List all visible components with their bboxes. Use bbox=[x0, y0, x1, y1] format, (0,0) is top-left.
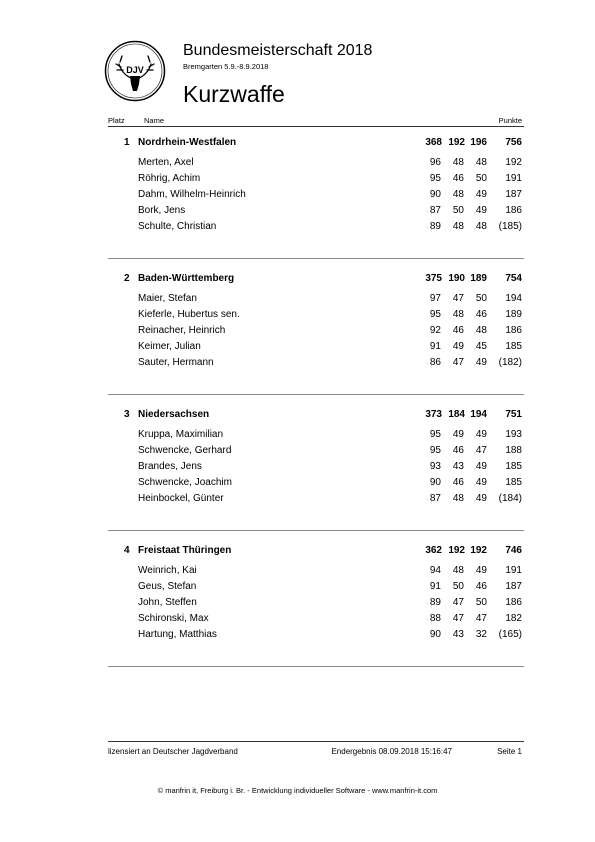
member-row bbox=[108, 493, 524, 507]
footer-divider bbox=[108, 741, 524, 742]
member-total: 191 bbox=[505, 173, 522, 184]
member-name: Weinrich, Kai bbox=[138, 565, 197, 576]
member-name: Kruppa, Maximilian bbox=[138, 429, 224, 440]
column-header-points: Punkte bbox=[498, 116, 522, 125]
member-series-2: 47 bbox=[452, 613, 464, 624]
member-total: (185) bbox=[498, 221, 522, 232]
member-name: Kieferle, Hubertus sen. bbox=[138, 309, 240, 320]
team-series-1: 362 bbox=[425, 545, 442, 556]
member-name: Dahm, Wilhelm-Heinrich bbox=[138, 189, 246, 200]
team-series-2: 192 bbox=[448, 137, 465, 148]
member-series-1: 90 bbox=[429, 629, 441, 640]
team-place: 4 bbox=[124, 545, 130, 556]
member-series-1: 97 bbox=[429, 293, 441, 304]
member-name: Schwencke, Joachim bbox=[138, 477, 232, 488]
member-series-2: 48 bbox=[452, 189, 464, 200]
member-series-2: 48 bbox=[452, 157, 464, 168]
member-series-1: 91 bbox=[429, 581, 441, 592]
member-series-1: 95 bbox=[429, 309, 441, 320]
team-series-1: 375 bbox=[425, 273, 442, 284]
member-series-1: 92 bbox=[429, 325, 441, 336]
member-series-3: 46 bbox=[475, 309, 487, 320]
member-total: 192 bbox=[505, 157, 522, 168]
member-series-2: 48 bbox=[452, 565, 464, 576]
member-series-1: 94 bbox=[429, 565, 441, 576]
member-series-2: 43 bbox=[452, 461, 464, 472]
member-row bbox=[108, 357, 524, 371]
member-series-3: 49 bbox=[475, 493, 487, 504]
member-name: Hartung, Matthias bbox=[138, 629, 217, 640]
member-name: Schulte, Christian bbox=[138, 221, 217, 232]
member-row bbox=[108, 325, 524, 339]
member-series-1: 96 bbox=[429, 157, 441, 168]
stag-head bbox=[130, 76, 140, 91]
member-series-3: 49 bbox=[475, 189, 487, 200]
member-row bbox=[108, 205, 524, 219]
team-series-2: 190 bbox=[448, 273, 465, 284]
member-series-3: 48 bbox=[475, 221, 487, 232]
member-name: Brandes, Jens bbox=[138, 461, 202, 472]
member-series-1: 89 bbox=[429, 221, 441, 232]
team-block bbox=[108, 409, 524, 545]
djv-logo bbox=[104, 40, 166, 102]
team-row bbox=[108, 273, 524, 287]
member-total: 188 bbox=[505, 445, 522, 456]
member-row bbox=[108, 477, 524, 491]
copyright-line: © manfrin it, Freiburg i. Br. - Entwicklung individueller Software - www.manfrin-it.com bbox=[157, 786, 438, 795]
team-row bbox=[108, 409, 524, 423]
member-series-2: 43 bbox=[452, 629, 464, 640]
member-series-1: 95 bbox=[429, 173, 441, 184]
member-total: 186 bbox=[505, 205, 522, 216]
member-row bbox=[108, 629, 524, 643]
member-series-1: 95 bbox=[429, 445, 441, 456]
result-timestamp: Endergebnis 08.09.2018 15:16:47 bbox=[331, 747, 452, 756]
member-total: 194 bbox=[505, 293, 522, 304]
member-series-3: 50 bbox=[475, 293, 487, 304]
member-total: 187 bbox=[505, 189, 522, 200]
member-name: Maier, Stefan bbox=[138, 293, 197, 304]
member-name: John, Steffen bbox=[138, 597, 197, 608]
team-block bbox=[108, 545, 524, 681]
member-series-2: 48 bbox=[452, 221, 464, 232]
member-series-3: 48 bbox=[475, 157, 487, 168]
member-row bbox=[108, 341, 524, 355]
member-row bbox=[108, 429, 524, 443]
member-row bbox=[108, 157, 524, 171]
member-total: 182 bbox=[505, 613, 522, 624]
member-name: Sauter, Hermann bbox=[138, 357, 214, 368]
member-row bbox=[108, 173, 524, 187]
page-number: Seite 1 bbox=[497, 747, 522, 756]
member-total: 191 bbox=[505, 565, 522, 576]
member-total: 185 bbox=[505, 477, 522, 488]
team-name: Freistaat Thüringen bbox=[138, 545, 232, 556]
member-series-2: 48 bbox=[452, 493, 464, 504]
member-name: Röhrig, Achim bbox=[138, 173, 201, 184]
header-divider bbox=[108, 126, 524, 127]
member-series-2: 50 bbox=[452, 581, 464, 592]
license-text: lizensiert an Deutscher Jagdverband bbox=[108, 747, 238, 756]
team-series-3: 189 bbox=[470, 273, 487, 284]
team-name: Nordrhein-Westfalen bbox=[138, 137, 237, 148]
member-name: Schironski, Max bbox=[138, 613, 209, 624]
member-series-3: 49 bbox=[475, 429, 487, 440]
member-series-2: 49 bbox=[452, 341, 464, 352]
discipline-title: Kurzwaffe bbox=[183, 81, 285, 107]
member-series-3: 50 bbox=[475, 173, 487, 184]
member-total: 186 bbox=[505, 597, 522, 608]
member-series-2: 46 bbox=[452, 325, 464, 336]
member-row bbox=[108, 309, 524, 323]
member-series-1: 88 bbox=[429, 613, 441, 624]
member-series-1: 87 bbox=[429, 493, 441, 504]
member-series-2: 47 bbox=[452, 357, 464, 368]
member-series-3: 32 bbox=[475, 629, 487, 640]
member-name: Schwencke, Gerhard bbox=[138, 445, 232, 456]
member-series-2: 48 bbox=[452, 309, 464, 320]
team-place: 2 bbox=[124, 273, 130, 284]
team-row bbox=[108, 137, 524, 151]
member-series-3: 49 bbox=[475, 357, 487, 368]
member-series-3: 46 bbox=[475, 581, 487, 592]
member-series-2: 49 bbox=[452, 429, 464, 440]
member-row bbox=[108, 581, 524, 595]
member-row bbox=[108, 293, 524, 307]
member-total: (182) bbox=[498, 357, 522, 368]
team-series-2: 184 bbox=[448, 409, 465, 420]
team-block bbox=[108, 273, 524, 409]
member-series-1: 91 bbox=[429, 341, 441, 352]
team-total: 751 bbox=[505, 409, 522, 420]
event-location-dates: Bremgarten 5.9.-8.9.2018 bbox=[183, 62, 269, 71]
team-divider bbox=[108, 530, 524, 531]
member-series-2: 46 bbox=[452, 173, 464, 184]
member-series-1: 93 bbox=[429, 461, 441, 472]
team-row bbox=[108, 545, 524, 559]
team-total: 746 bbox=[505, 545, 522, 556]
member-name: Bork, Jens bbox=[138, 205, 186, 216]
member-name: Reinacher, Heinrich bbox=[138, 325, 226, 336]
member-total: 189 bbox=[505, 309, 522, 320]
team-name: Niedersachsen bbox=[138, 409, 210, 420]
member-name: Merten, Axel bbox=[138, 157, 194, 168]
member-total: (184) bbox=[498, 493, 522, 504]
team-series-1: 368 bbox=[425, 137, 442, 148]
member-series-3: 49 bbox=[475, 477, 487, 488]
member-series-1: 86 bbox=[429, 357, 441, 368]
event-title: Bundesmeisterschaft 2018 bbox=[183, 42, 373, 59]
team-total: 756 bbox=[505, 137, 522, 148]
member-series-1: 90 bbox=[429, 477, 441, 488]
member-name: Geus, Stefan bbox=[138, 581, 197, 592]
team-total: 754 bbox=[505, 273, 522, 284]
member-row bbox=[108, 221, 524, 235]
team-series-3: 196 bbox=[470, 137, 487, 148]
member-row bbox=[108, 189, 524, 203]
member-total: 193 bbox=[505, 429, 522, 440]
member-total: 186 bbox=[505, 325, 522, 336]
logo-text: DJV bbox=[126, 65, 144, 75]
member-series-3: 49 bbox=[475, 565, 487, 576]
member-series-3: 47 bbox=[475, 613, 487, 624]
member-series-1: 87 bbox=[429, 205, 441, 216]
member-total: (165) bbox=[498, 629, 522, 640]
member-series-1: 89 bbox=[429, 597, 441, 608]
member-series-1: 95 bbox=[429, 429, 441, 440]
member-row bbox=[108, 597, 524, 611]
team-divider bbox=[108, 258, 524, 259]
team-name: Baden-Württemberg bbox=[138, 273, 235, 284]
member-series-3: 49 bbox=[475, 461, 487, 472]
member-name: Heinbockel, Günter bbox=[138, 493, 224, 504]
member-series-3: 48 bbox=[475, 325, 487, 336]
member-series-2: 47 bbox=[452, 597, 464, 608]
column-header-place: Platz bbox=[108, 116, 125, 125]
member-series-3: 50 bbox=[475, 597, 487, 608]
team-series-3: 192 bbox=[470, 545, 487, 556]
team-place: 3 bbox=[124, 409, 130, 420]
member-series-1: 90 bbox=[429, 189, 441, 200]
member-series-2: 46 bbox=[452, 445, 464, 456]
member-series-3: 49 bbox=[475, 205, 487, 216]
team-divider bbox=[108, 394, 524, 395]
member-total: 185 bbox=[505, 341, 522, 352]
team-block bbox=[108, 137, 524, 273]
team-series-1: 373 bbox=[425, 409, 442, 420]
member-series-3: 47 bbox=[475, 445, 487, 456]
member-series-2: 46 bbox=[452, 477, 464, 488]
member-row bbox=[108, 461, 524, 475]
member-row bbox=[108, 613, 524, 627]
team-place: 1 bbox=[124, 137, 130, 148]
team-series-3: 194 bbox=[470, 409, 487, 420]
member-name: Keimer, Julian bbox=[138, 341, 201, 352]
member-row bbox=[108, 565, 524, 579]
team-series-2: 192 bbox=[448, 545, 465, 556]
team-divider bbox=[108, 666, 524, 667]
member-total: 187 bbox=[505, 581, 522, 592]
member-series-2: 47 bbox=[452, 293, 464, 304]
member-row bbox=[108, 445, 524, 459]
member-series-2: 50 bbox=[452, 205, 464, 216]
column-header-name: Name bbox=[144, 116, 165, 125]
member-total: 185 bbox=[505, 461, 522, 472]
member-series-3: 45 bbox=[475, 341, 487, 352]
